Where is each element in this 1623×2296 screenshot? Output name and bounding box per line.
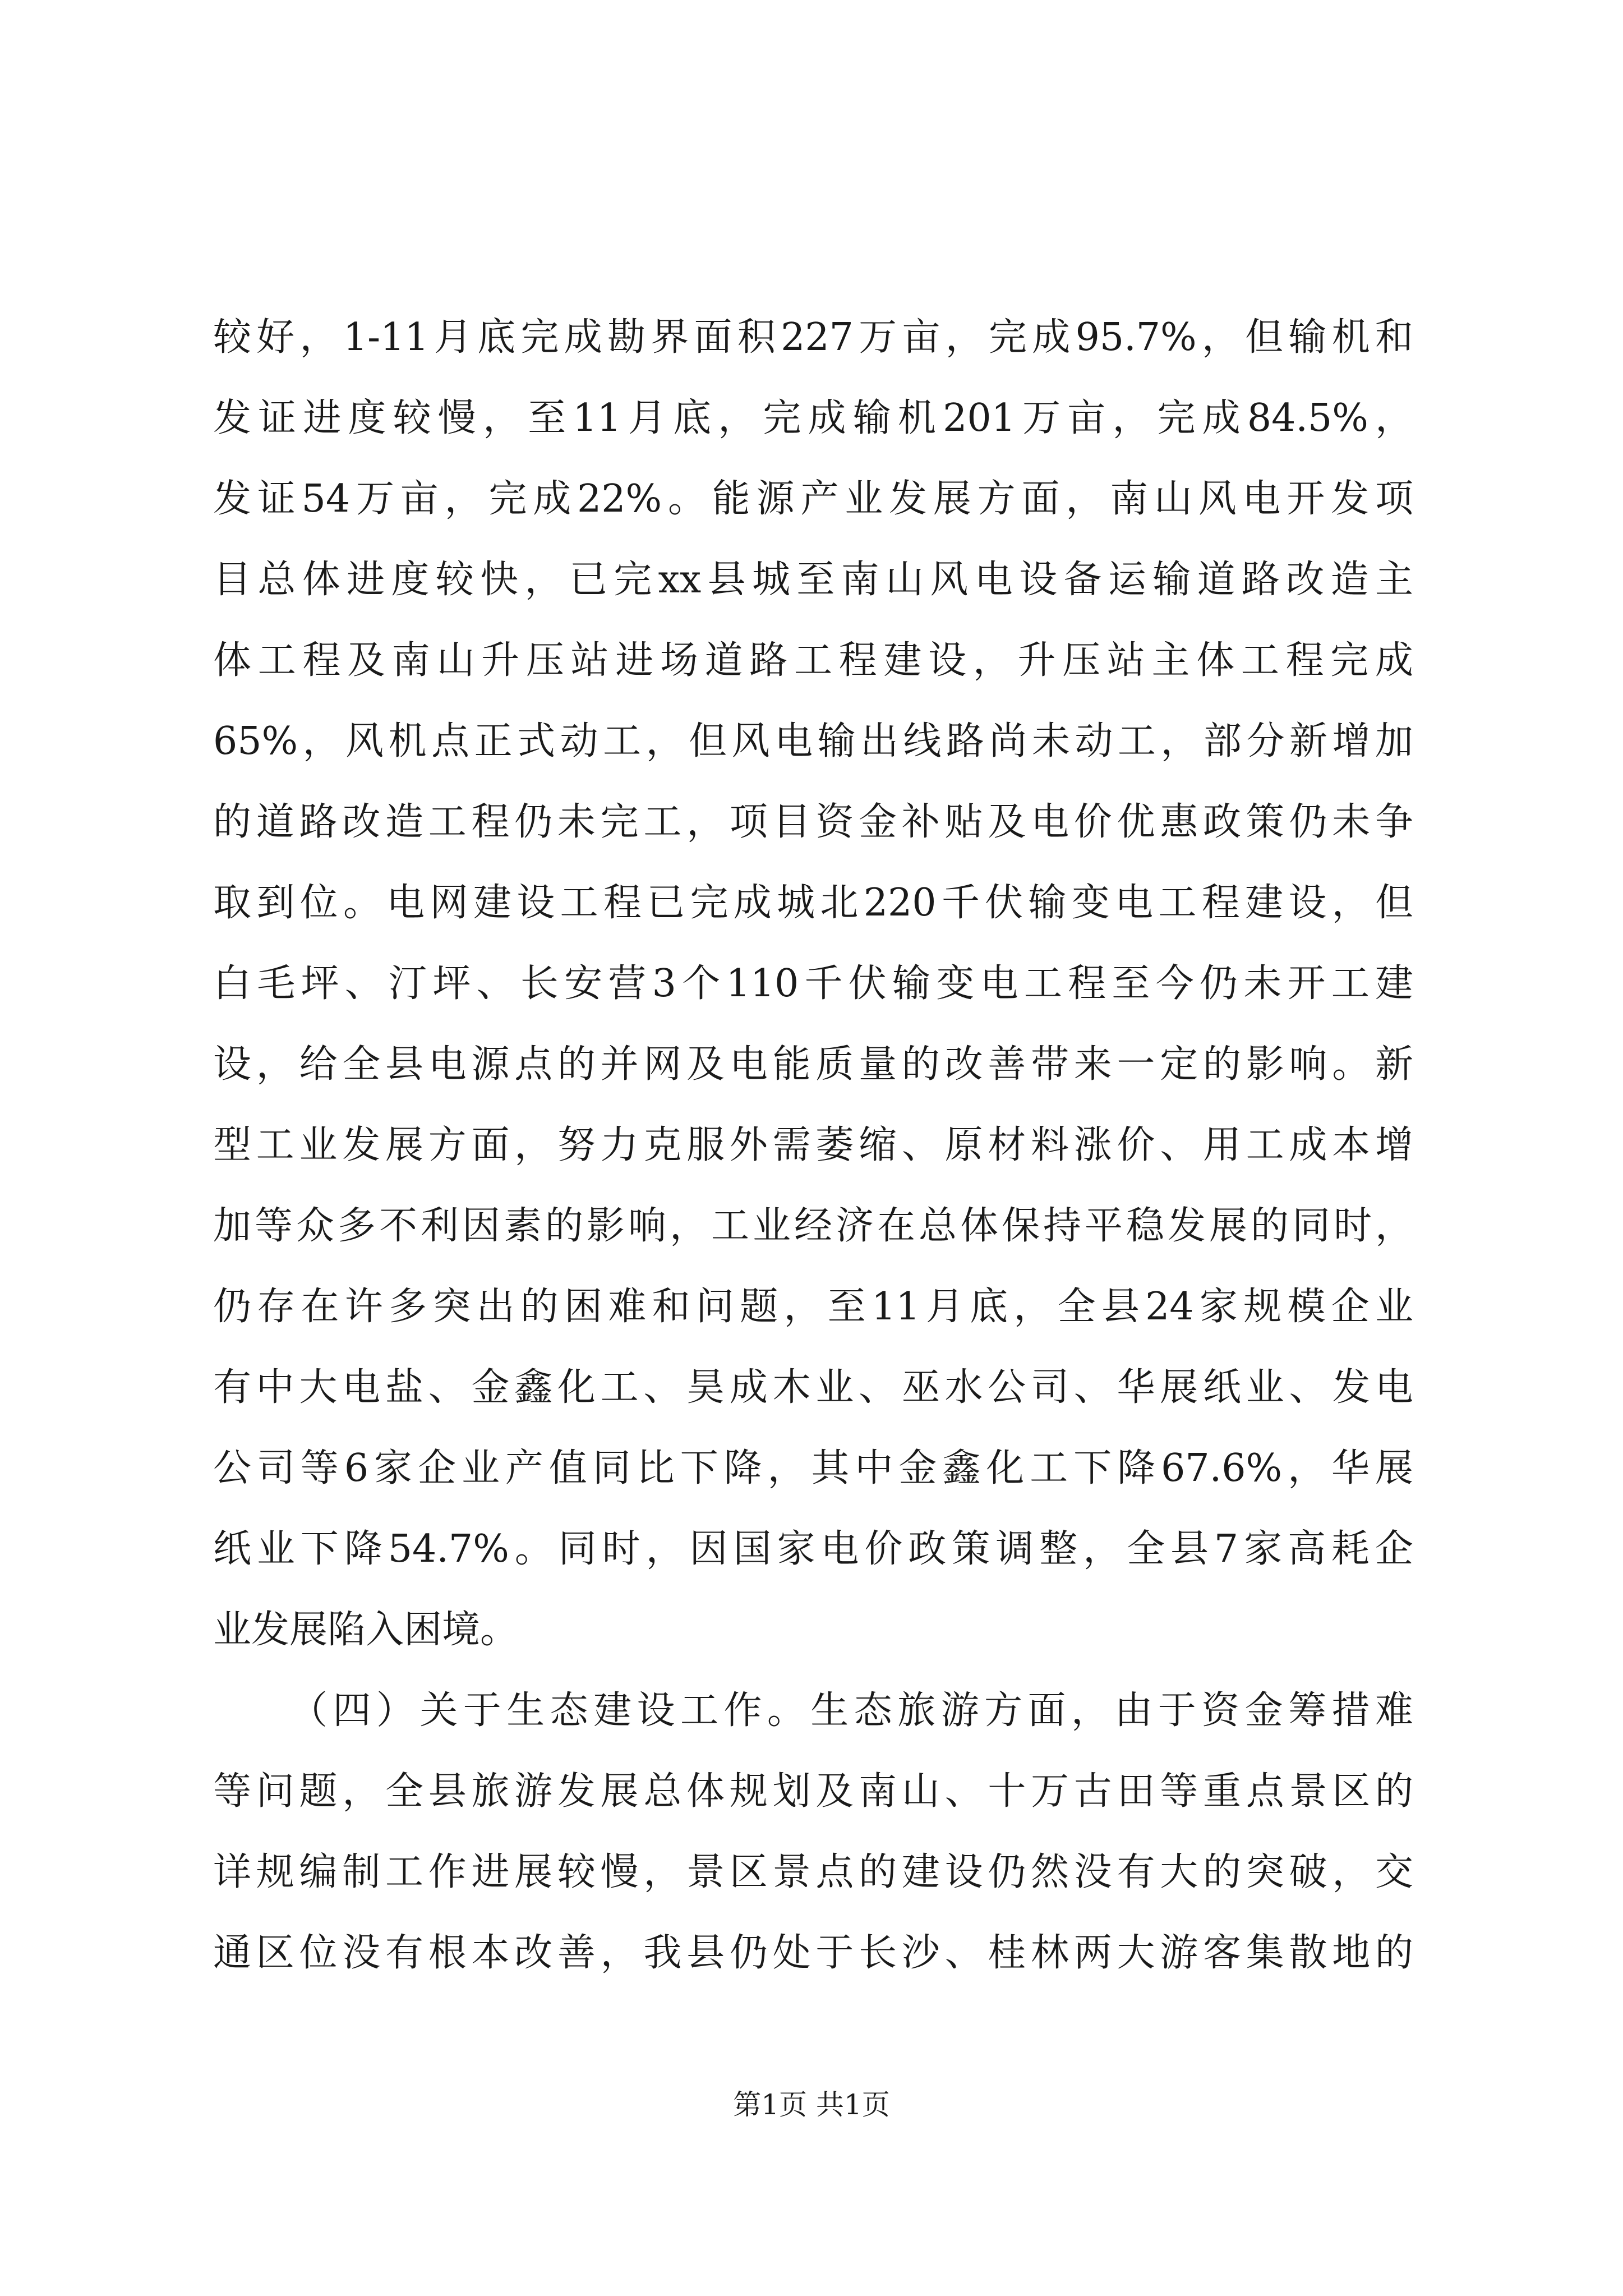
text-line: 发证进度较慢，至11月底，完成输机201万亩，完成84.5%， [213, 396, 1413, 440]
text-line: 详规编制工作进展较慢，景区景点的建设仍然没有大的突破，交 [213, 1850, 1413, 1894]
text-line: 公司等6家企业产值同比下降，其中金鑫化工下降67.6%，华展 [213, 1446, 1413, 1490]
text-line: 仍存在许多突出的困难和问题，至11月底，全县24家规模企业 [213, 1285, 1413, 1329]
text-line: 体工程及南山升压站进场道路工程建设，升压站主体工程完成 [213, 638, 1413, 683]
paragraph-1 [213, 297, 1413, 1671]
text-line: 纸业下降54.7%。同时，因国家电价政策调整，全县7家高耗企 [213, 1527, 1413, 1571]
text-line: 65%，风机点正式动工，但风电输出线路尚未动工，部分新增加 [213, 719, 1413, 763]
paragraph-2 [213, 1671, 1413, 1994]
text-line: 白毛坪、汀坪、长安营3个110千伏输变电工程至今仍未开工建 [213, 961, 1413, 1006]
text-line: 发证54万亩，完成22%。能源产业发展方面，南山风电开发项 [213, 477, 1413, 521]
page-footer: 第1页 共1页 [733, 2088, 890, 2121]
text-line: 较好，1-11月底完成勘界面积227万亩，完成95.7%，但输机和 [213, 315, 1413, 360]
text-line: 型工业发展方面，努力克服外需萎缩、原材料涨价、用工成本增 [213, 1123, 1413, 1167]
text-line: 通区位没有根本改善，我县仍处于长沙、桂林两大游客集散地的 [213, 1931, 1413, 1975]
text-line: 加等众多不利因素的影响，工业经济在总体保持平稳发展的同时， [213, 1204, 1413, 1248]
text-line: 的道路改造工程仍未完工，项目资金补贴及电价优惠政策仍未争 [213, 800, 1413, 844]
text-line: （四）关于生态建设工作。生态旅游方面，由于资金筹措难 [289, 1688, 1413, 1733]
document-body [213, 297, 1413, 1994]
text-line: 设，给全县电源点的并网及电能质量的改善带来一定的影响。新 [213, 1042, 1413, 1087]
text-line: 取到位。电网建设工程已完成城北220千伏输变电工程建设，但 [213, 881, 1413, 925]
text-line: 等问题，全县旅游发展总体规划及南山、十万古田等重点景区的 [213, 1769, 1413, 1814]
text-line: 有中大电盐、金鑫化工、昊成木业、巫水公司、华展纸业、发电 [213, 1365, 1413, 1410]
text-line: 业发展陷入困境。 [213, 1608, 519, 1652]
text-line: 目总体进度较快，已完xx县城至南山风电设备运输道路改造主 [213, 558, 1413, 602]
